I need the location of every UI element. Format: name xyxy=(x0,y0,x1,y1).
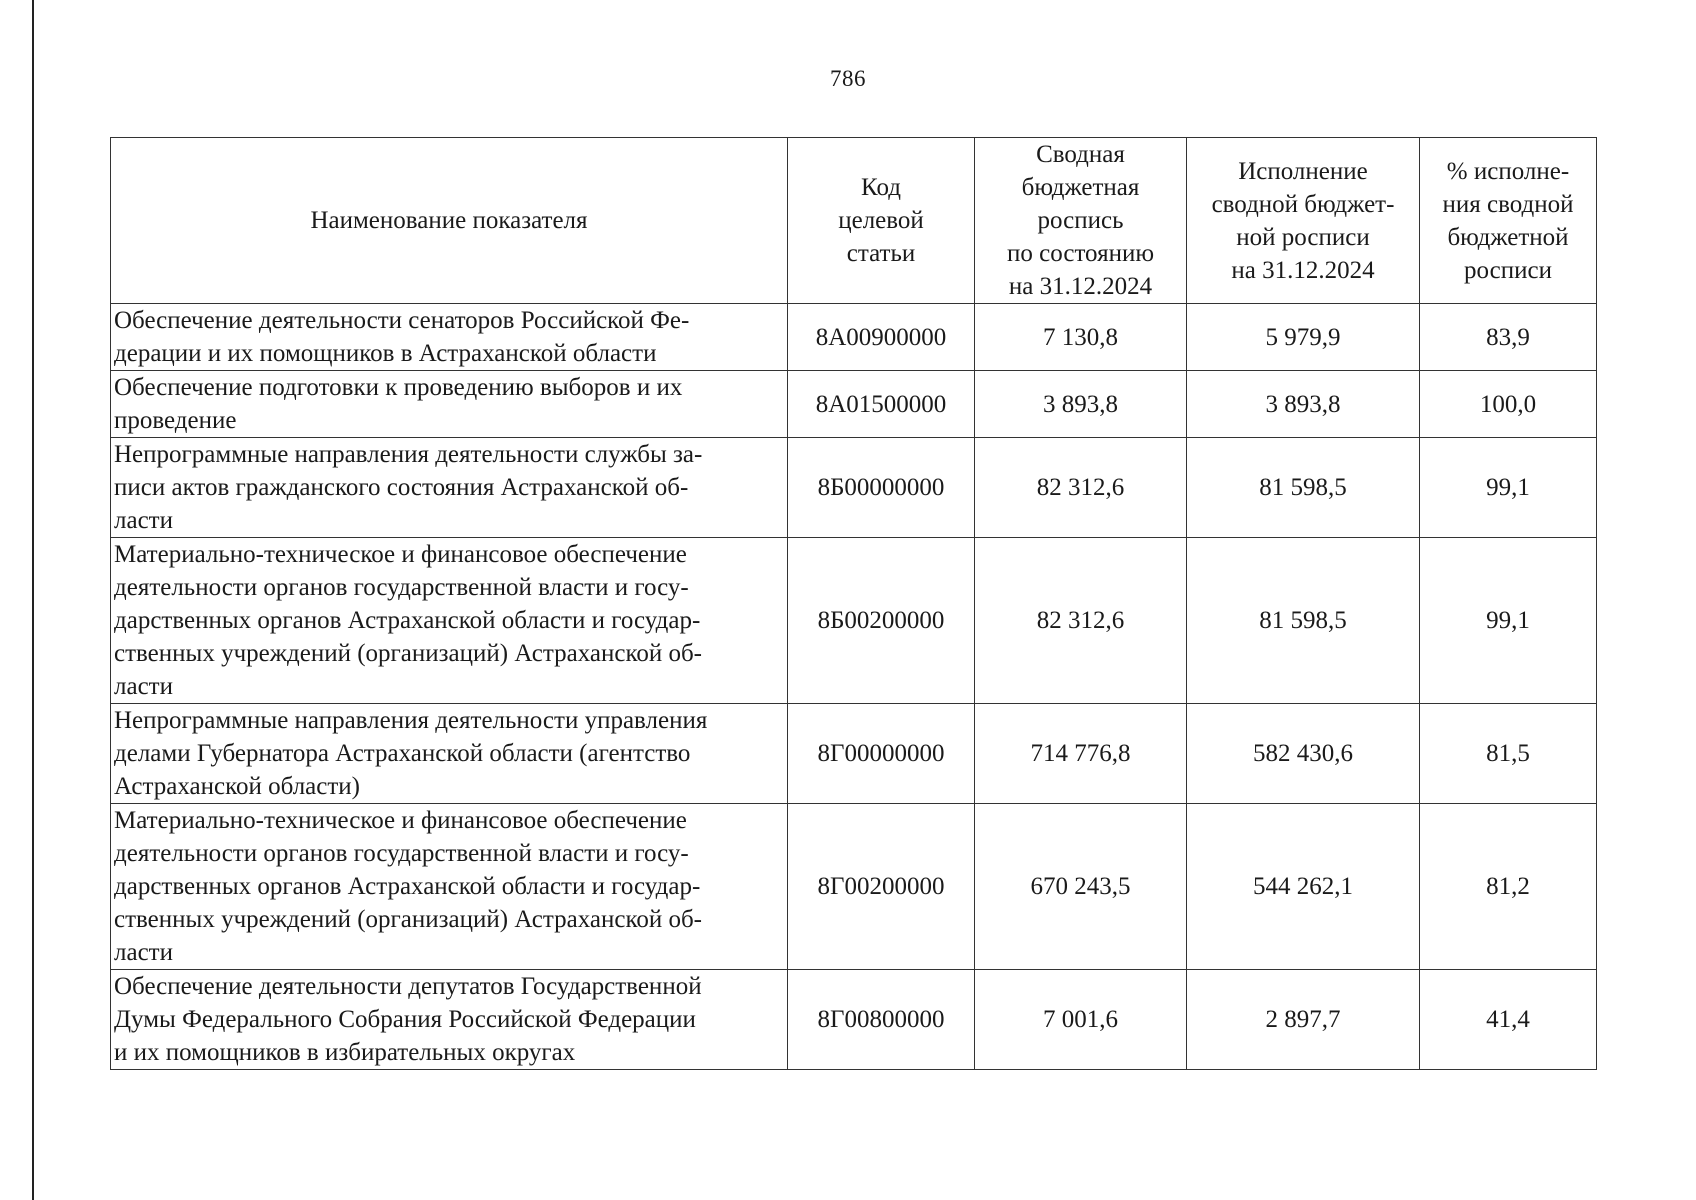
indicator-name-line: ласти xyxy=(114,939,173,966)
target-code-cell-value: 8Б00200000 xyxy=(817,607,945,634)
execution-percent-cell xyxy=(1420,804,1597,970)
target-code-cell-value: 8Г00200000 xyxy=(817,873,945,900)
indicator-name-line: дарственных органов Астраханской области и государ- xyxy=(114,607,701,634)
budget-plan-cell xyxy=(975,538,1187,704)
execution-percent-cell-value: 81,2 xyxy=(1486,873,1530,900)
target-code-cell-value: 8Г00000000 xyxy=(817,740,945,767)
indicator-name-line: Обеспечение деятельности сенаторов Российской Фе- xyxy=(114,307,690,334)
execution-cell xyxy=(1187,371,1420,438)
indicator-name-cell xyxy=(111,804,788,970)
budget-execution-table xyxy=(110,137,1597,1070)
budget-plan-cell xyxy=(975,371,1187,438)
table-row xyxy=(111,371,1597,438)
execution-percent-cell xyxy=(1420,371,1597,438)
execution-percent-cell-value: 83,9 xyxy=(1486,323,1530,351)
budget-plan-cell-value: 7 001,6 xyxy=(1043,1006,1118,1033)
table-row xyxy=(111,438,1597,538)
execution-percent-cell-value: 81,5 xyxy=(1486,740,1530,767)
indicator-name-line: Обеспечение подготовки к проведению выборов и их xyxy=(114,374,683,401)
indicator-name-cell xyxy=(111,371,788,438)
target-code-cell xyxy=(788,970,975,1070)
indicator-name-line: деятельности органов государственной власти и госу- xyxy=(114,840,689,867)
execution-cell xyxy=(1187,704,1420,804)
header-indicator-name-text: Наименование показателя xyxy=(310,207,588,234)
budget-plan-cell xyxy=(975,438,1187,538)
execution-cell-value: 582 430,6 xyxy=(1253,740,1353,767)
header-execution xyxy=(1187,138,1420,304)
indicator-name-line: проведение xyxy=(114,407,237,434)
target-code-cell-value: 8А00900000 xyxy=(815,323,947,351)
execution-cell xyxy=(1187,970,1420,1070)
header-pct-line-4: росписи xyxy=(1464,256,1552,284)
header-pct-line-3: бюджетной xyxy=(1447,223,1569,251)
page-number: 786 xyxy=(830,66,866,91)
header-exec-line-2: сводной бюджет- xyxy=(1211,190,1395,218)
indicator-name-cell xyxy=(111,970,788,1070)
budget-plan-cell-value: 82 312,6 xyxy=(1036,607,1125,634)
header-exec-line-3: ной росписи xyxy=(1236,223,1370,251)
header-code-line-2: целевой xyxy=(838,207,924,234)
header-indicator-name xyxy=(111,138,788,304)
indicator-name-cell xyxy=(111,438,788,538)
indicator-name-line: Думы Федерального Собрания Российской Федерации xyxy=(114,1006,696,1033)
indicator-name-line: Материально-техническое и финансовое обеспечение xyxy=(114,541,687,568)
header-pct-line-1: % исполне- xyxy=(1446,157,1570,185)
indicator-name-line: дарственных органов Астраханской области и государ- xyxy=(114,873,701,900)
indicator-name-cell xyxy=(111,538,788,704)
execution-percent-cell xyxy=(1420,304,1597,371)
execution-percent-cell xyxy=(1420,438,1597,538)
budget-plan-cell-value: 82 312,6 xyxy=(1036,474,1125,501)
header-plan-line-1: Сводная xyxy=(1036,141,1125,168)
binding-margin-line xyxy=(32,0,34,1200)
indicator-name-line: Обеспечение деятельности депутатов Государственной xyxy=(114,973,702,1000)
budget-plan-cell xyxy=(975,804,1187,970)
execution-cell xyxy=(1187,538,1420,704)
execution-percent-cell-value: 99,1 xyxy=(1486,474,1530,501)
header-plan-line-4: по состоянию xyxy=(1007,240,1154,267)
indicator-name-line: дерации и их помощников в Астраханской области xyxy=(114,340,657,367)
header-target-code xyxy=(788,138,975,304)
indicator-name-line: Непрограммные направления деятельности управления xyxy=(114,707,708,734)
indicator-name-line: деятельности органов государственной власти и госу- xyxy=(114,574,689,601)
header-exec-line-1: Исполнение xyxy=(1238,157,1368,185)
indicator-name-line: Непрограммные направления деятельности службы за- xyxy=(114,441,703,468)
execution-percent-cell-value: 41,4 xyxy=(1486,1006,1530,1033)
indicator-name-cell xyxy=(111,704,788,804)
execution-percent-cell-value: 100,0 xyxy=(1479,390,1537,418)
header-execution-percent xyxy=(1420,138,1597,304)
table-body xyxy=(111,304,1597,1070)
indicator-name-line: и их помощников в избирательных округах xyxy=(114,1039,576,1066)
header-plan-line-3: роспись xyxy=(1037,207,1124,234)
execution-cell-value: 3 893,8 xyxy=(1265,390,1341,418)
target-code-cell xyxy=(788,704,975,804)
target-code-cell-value: 8А01500000 xyxy=(815,390,947,418)
header-code-line-1: Код xyxy=(861,174,901,201)
execution-cell-value: 5 979,9 xyxy=(1265,323,1341,351)
target-code-cell xyxy=(788,371,975,438)
target-code-cell-value: 8Г00800000 xyxy=(817,1006,945,1033)
indicator-name-line: ственных учреждений (организаций) Астраханской об- xyxy=(114,906,702,933)
header-code-line-3: статьи xyxy=(846,240,916,267)
budget-plan-cell xyxy=(975,970,1187,1070)
indicator-name-line: ласти xyxy=(114,507,173,534)
table-row xyxy=(111,970,1597,1070)
indicator-name-cell xyxy=(111,304,788,371)
execution-cell xyxy=(1187,438,1420,538)
indicator-name-line: делами Губернатора Астраханской области (агентство xyxy=(114,740,691,767)
header-exec-line-4: на 31.12.2024 xyxy=(1231,256,1375,284)
indicator-name-line: ственных учреждений (организаций) Астраханской об- xyxy=(114,640,702,667)
table-row xyxy=(111,704,1597,804)
execution-percent-cell xyxy=(1420,538,1597,704)
table-header-row xyxy=(111,138,1597,304)
execution-cell-value: 2 897,7 xyxy=(1265,1006,1341,1033)
budget-plan-cell-value: 670 243,5 xyxy=(1030,873,1131,900)
indicator-name-line: ласти xyxy=(114,673,173,700)
execution-cell-value: 544 262,1 xyxy=(1253,873,1353,900)
budget-plan-cell-value: 3 893,8 xyxy=(1043,390,1118,418)
header-pct-line-2: ния сводной xyxy=(1442,190,1574,218)
execution-cell xyxy=(1187,804,1420,970)
target-code-cell-value: 8Б00000000 xyxy=(817,474,945,501)
indicator-name-line: Астраханской области) xyxy=(114,773,360,800)
execution-cell xyxy=(1187,304,1420,371)
table-row xyxy=(111,538,1597,704)
budget-plan-cell xyxy=(975,704,1187,804)
execution-percent-cell xyxy=(1420,704,1597,804)
budget-plan-cell-value: 714 776,8 xyxy=(1030,740,1131,767)
execution-cell-value: 81 598,5 xyxy=(1259,607,1347,634)
execution-cell-value: 81 598,5 xyxy=(1259,474,1347,501)
header-plan-line-5: на 31.12.2024 xyxy=(1008,273,1153,300)
execution-percent-cell xyxy=(1420,970,1597,1070)
header-plan-line-2: бюджетная xyxy=(1021,174,1140,201)
header-budget-plan xyxy=(975,138,1187,304)
table-row xyxy=(111,804,1597,970)
target-code-cell xyxy=(788,438,975,538)
target-code-cell xyxy=(788,538,975,704)
execution-percent-cell-value: 99,1 xyxy=(1486,607,1530,634)
indicator-name-line: Материально-техническое и финансовое обеспечение xyxy=(114,807,687,834)
table-row xyxy=(111,304,1597,371)
target-code-cell xyxy=(788,304,975,371)
indicator-name-line: писи актов гражданского состояния Астраханской об- xyxy=(114,474,689,501)
budget-plan-cell-value: 7 130,8 xyxy=(1043,323,1118,351)
target-code-cell xyxy=(788,804,975,970)
budget-plan-cell xyxy=(975,304,1187,371)
